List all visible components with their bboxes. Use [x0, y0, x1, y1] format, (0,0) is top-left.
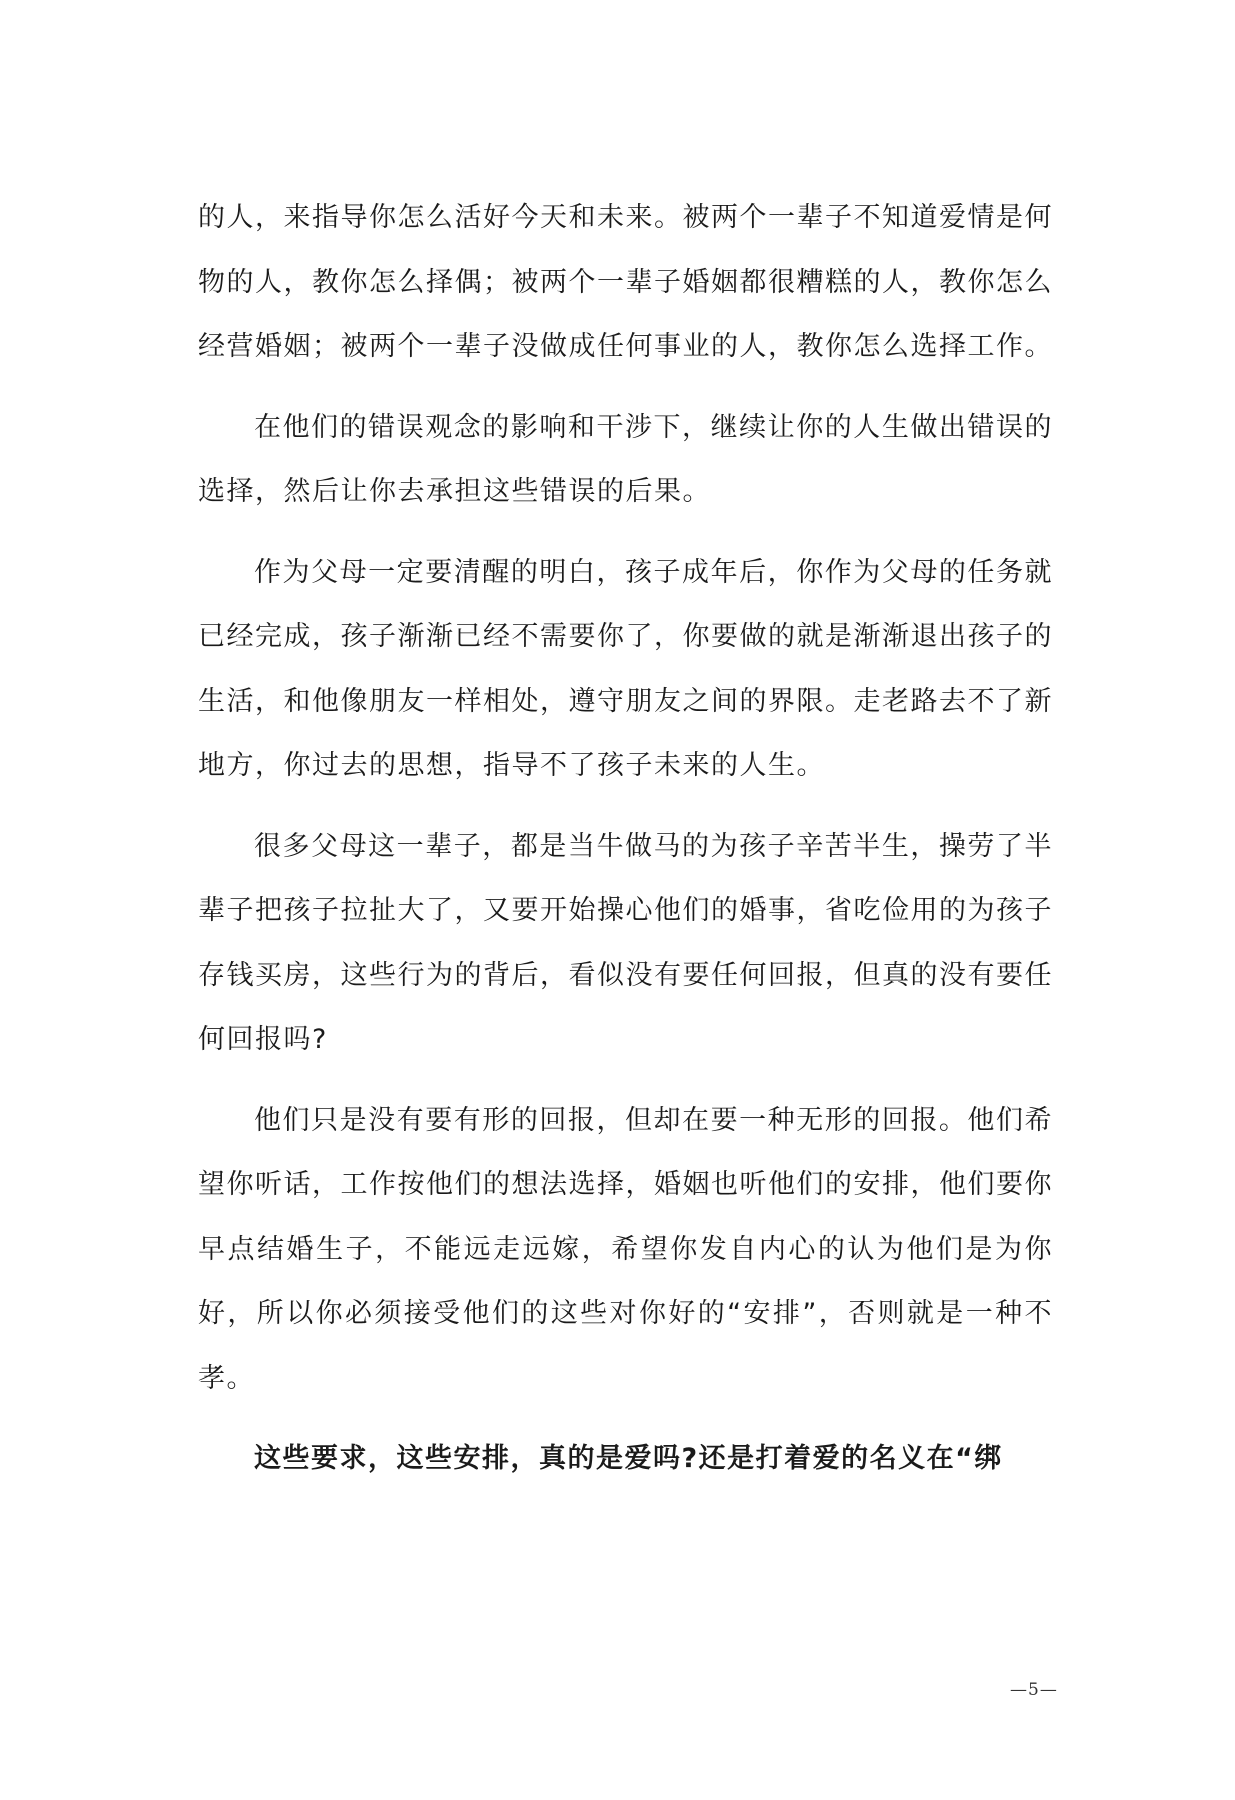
page-number: —5— — [1010, 1680, 1058, 1700]
paragraph: 他们只是没有要有形的回报，但却在要一种无形的回报。他们希望你听话，工作按他们的想法选择，婚姻也听他们的安排，他们要你早点结婚生子，不能远走远嫁，希望你发自内心的认为他们是为你好，所以你必须接受他们的这些对你好的“安排”，否则就是一种不孝。 — [198, 1104, 1053, 1394]
paragraph: 很多父母这一辈子，都是当牛做马的为孩子辛苦半生，操劳了半辈子把孩子拉扯大了，又要开始操心他们的婚事，省吃俭用的为孩子存钱买房，这些行为的背后，看似没有要任何回报，但真的没有要任何回报吗? — [198, 830, 1053, 1055]
bold-paragraph: 这些要求，这些安排，真的是爱吗?还是打着爱的名义在“绑 — [254, 1443, 1003, 1474]
paragraph-continuation: 的人，来指导你怎么活好今天和未来。被两个一辈子不知道爱情是何物的人，教你怎么择偶；被两个一辈子婚姻都很糟糕的人，教你怎么经营婚姻；被两个一辈子没做成任何事业的人，教你怎么选择工作。 — [198, 202, 1053, 362]
body-text — [198, 186, 1053, 1492]
paragraph: 在他们的错误观念的影响和干涉下，继续让你的人生做出错误的选择，然后让你去承担这些错误的后果。 — [198, 411, 1053, 507]
paragraph: 作为父母一定要清醒的明白，孩子成年后，你作为父母的任务就已经完成，孩子渐渐已经不需要你了，你要做的就是渐渐退出孩子的生活，和他像朋友一样相处，遵守朋友之间的界限。走老路去不了新地方，你过去的思想，指导不了孩子未来的人生。 — [198, 556, 1053, 781]
